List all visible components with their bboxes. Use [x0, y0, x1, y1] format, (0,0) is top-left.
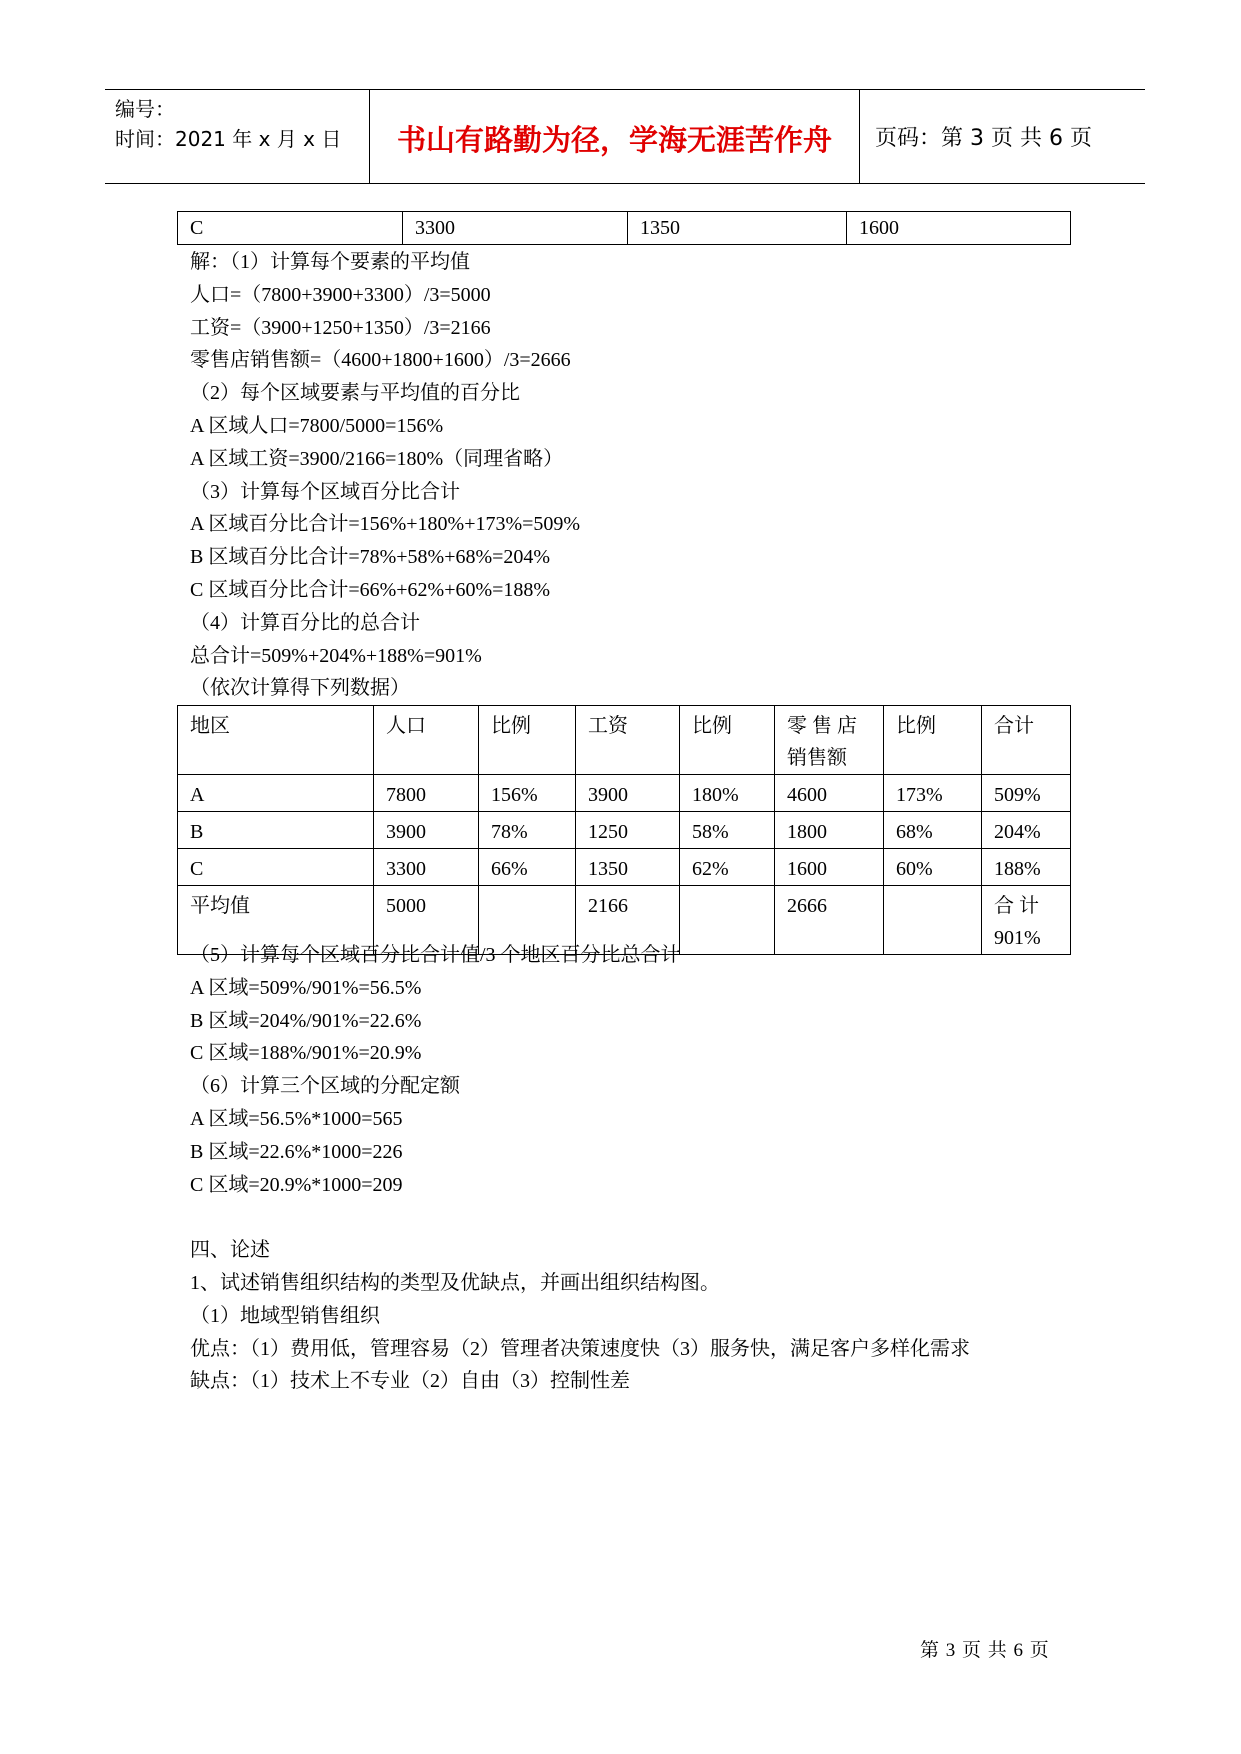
- table-cell: 509%: [982, 775, 1071, 812]
- text-line: 1、试述销售组织结构的类型及优缺点，并画出组织结构图。: [190, 1271, 720, 1294]
- table-cell: 188%: [982, 849, 1071, 886]
- table-cell: 58%: [680, 812, 775, 849]
- table-cell: 204%: [982, 812, 1071, 849]
- table-cell: 1800: [775, 812, 884, 849]
- text-line: C 区域百分比合计=66%+62%+60%=188%: [190, 578, 551, 601]
- text-line: （2）每个区域要素与平均值的百分比: [190, 382, 520, 405]
- text-line: （1）地域型销售组织: [190, 1304, 380, 1327]
- header-page-label: 页码：第 3 页 共 6 页: [875, 126, 1092, 151]
- solution-text-a: [190, 246, 580, 705]
- table-cell: 3900: [576, 775, 680, 812]
- table-header-cell: 零 售 店 销售额: [775, 706, 884, 775]
- solution-text-b: [190, 939, 970, 1398]
- text-line: 工资=（3900+1250+1350）/3=2166: [190, 316, 491, 339]
- header-divider: [859, 90, 860, 183]
- text-line: （依次计算得下列数据）: [190, 677, 410, 700]
- text-line: C 区域=188%/901%=20.9%: [190, 1042, 422, 1065]
- table-cell: 62%: [680, 849, 775, 886]
- table-cell: A: [178, 775, 374, 812]
- text-line: B 区域=204%/901%=22.6%: [190, 1009, 422, 1032]
- table-cell: 4600: [775, 775, 884, 812]
- table-cell: 173%: [884, 775, 982, 812]
- page-header: [105, 89, 1145, 184]
- data-table: [177, 705, 1071, 955]
- table-cell: 156%: [479, 775, 576, 812]
- text-line: （3）计算每个区域百分比合计: [190, 480, 460, 503]
- table-header-cell: 地区: [178, 706, 374, 775]
- table-row: [178, 212, 1071, 245]
- table-row: [178, 812, 1071, 849]
- section-heading: 四、论述: [190, 1239, 270, 1262]
- doc-time-label: 时间：2021 年 x 月 x 日: [115, 127, 342, 151]
- text-line: （6）计算三个区域的分配定额: [190, 1075, 460, 1098]
- table-cell: 3300: [374, 849, 479, 886]
- table-header-cell: 比例: [680, 706, 775, 775]
- table-header-cell: 人口: [374, 706, 479, 775]
- top-table: [177, 211, 1071, 245]
- table-cell: 2166: [576, 886, 680, 955]
- table-cell: 78%: [479, 812, 576, 849]
- text-line: A 区域百分比合计=156%+180%+173%=509%: [190, 513, 581, 536]
- table-cell: 68%: [884, 812, 982, 849]
- text-line: （4）计算百分比的总合计: [190, 611, 420, 634]
- table-header-cell: 比例: [884, 706, 982, 775]
- table-header-cell: 工资: [576, 706, 680, 775]
- text-line: 零售店销售额=（4600+1800+1600）/3=2666: [190, 349, 571, 372]
- header-left: [115, 94, 341, 154]
- table-cell: 66%: [479, 849, 576, 886]
- table-cell: C: [178, 212, 403, 245]
- table-header-cell: 合计: [982, 706, 1071, 775]
- text-line: 优点：（1）费用低，管理容易（2）管理者决策速度快（3）服务快，满足客户多样化需求: [190, 1337, 970, 1360]
- text-line: A 区域工资=3900/2166=180%（同理省略）: [190, 447, 564, 470]
- table-cell: 1250: [576, 812, 680, 849]
- table-cell: 3300: [403, 212, 628, 245]
- text-line: A 区域人口=7800/5000=156%: [190, 414, 444, 437]
- table-header-row: [178, 706, 1071, 775]
- table-cell: 3900: [374, 812, 479, 849]
- table-cell: 1600: [847, 212, 1071, 245]
- table-cell: 合 计 901%: [982, 886, 1071, 955]
- text-line: 总合计=509%+204%+188%=901%: [190, 644, 482, 667]
- table-cell: B: [178, 812, 374, 849]
- table-cell: 5000: [374, 886, 479, 955]
- page-footer: 第 3 页 共 6 页: [920, 1640, 1050, 1661]
- table-row: [178, 849, 1071, 886]
- text-line: 人口=（7800+3900+3300）/3=5000: [190, 283, 491, 306]
- table-row: [178, 775, 1071, 812]
- table-cell: 1350: [576, 849, 680, 886]
- table-cell: C: [178, 849, 374, 886]
- text-line: C 区域=20.9%*1000=209: [190, 1173, 403, 1196]
- text-line: 缺点：（1）技术上不专业（2）自由（3）控制性差: [190, 1370, 630, 1393]
- text-line: A 区域=509%/901%=56.5%: [190, 976, 422, 999]
- text-line: B 区域百分比合计=78%+58%+68%=204%: [190, 546, 551, 569]
- table-cell: 平均值: [178, 886, 374, 955]
- text-line: [190, 1201, 970, 1234]
- table-cell: 1600: [775, 849, 884, 886]
- doc-number-label: 编号：: [115, 97, 175, 121]
- text-line: B 区域=22.6%*1000=226: [190, 1140, 403, 1163]
- table-cell: 60%: [884, 849, 982, 886]
- text-line: A 区域=56.5%*1000=565: [190, 1107, 403, 1130]
- table-header-cell: 比例: [479, 706, 576, 775]
- text-line: 解：（1）计算每个要素的平均值: [190, 251, 470, 273]
- table-cell: 1350: [628, 212, 847, 245]
- table-cell: 180%: [680, 775, 775, 812]
- header-motto: 书山有路勤为径，学海无涯苦作舟: [396, 123, 832, 157]
- text-line: （5）计算每个区域百分比合计值/3 个地区百分比总合计: [190, 944, 681, 966]
- table-cell: 7800: [374, 775, 479, 812]
- table-cell: 2666: [775, 886, 884, 955]
